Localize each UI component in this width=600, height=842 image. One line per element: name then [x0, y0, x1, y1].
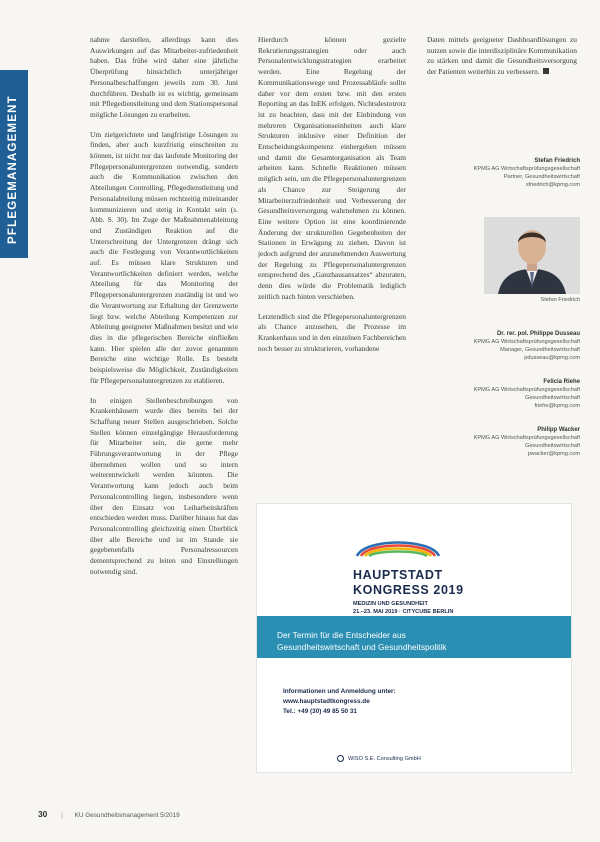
page-footer — [38, 809, 180, 819]
author-name: Philipp Wacker — [537, 427, 580, 433]
author-box — [430, 378, 580, 410]
text-column-2 — [258, 35, 406, 363]
ad-banner-text: Gesundheitswirtschaft und Gesundheitspolitik — [277, 642, 447, 652]
ad-title: HAUPTSTADT — [353, 568, 443, 582]
author-company: KPMG AG Wirtschaftsprüfungsgesellschaft — [473, 387, 580, 393]
author-name: Stefan Friedrich — [534, 158, 580, 164]
author-role: Gesundheitswirtschaft — [524, 395, 580, 401]
congress-logo-icon — [353, 534, 443, 562]
photo-caption: Stefan Friedrich — [540, 297, 580, 303]
text-column-3 — [427, 35, 577, 87]
end-of-article-mark — [543, 68, 549, 74]
section-label: PFLEGEMANAGEMENT — [7, 95, 19, 244]
author-role: Partner, Gesundheitswirtschaft — [503, 174, 580, 180]
closing-text: Daten mittels geeigneter Dashboardlösungen zu nutzen sowie die interdisziplinäre Kommunikation zu stärken und damit die Gesundheitsversorgung der Patienten weiterhin zu verbessern. — [427, 35, 577, 77]
paragraph: nahme darstellen, allerdings kann dies Auswirkungen auf das Mitarbeiter-zufriedenheit haben. Das frühe wird daher eine jährliche Überprüfung hinsichtlich unterjähriger Personalbeschaffungen jeweils zum 30. Juni durchführen. Deshalb ist es wichtig, gemeinsam mit Pflegedienstleitung und dem Stationspersonal mögliche Lösungen zu erarbeiten. — [90, 35, 238, 119]
author-name: Felicia Riehe — [543, 379, 580, 385]
organizer-logo-icon — [337, 755, 344, 762]
advertisement[interactable] — [256, 503, 572, 773]
author-name: Dr. rer. pol. Philippe Dusseau — [496, 331, 580, 337]
ad-date-location: 21.–23. MAI 2019 · CITYCUBE BERLIN — [353, 609, 454, 615]
portrait-image — [484, 217, 580, 294]
ad-website-link[interactable]: www.hauptstadtkongress.de — [283, 698, 370, 705]
paragraph: In einigen Stellenbeschreibungen von Krankenhäusern wurde dies bereits bei der Schaffung neuer Stellen ausgeschrieben. Solche Stellen können einzelgängige Herausforderung für Mitarbeiter sein, die gerne mehr Führungsverantwortung in der Pflege übernehmen wollen und so intern weiterentwickelt werden könnten. Die Verantwortung kann jedoch auch beim Personalcontrolling liegen, insbesondere wenn über den Einsatz von Leiharbeitskräften entschieden werden muss. Darüber hinaus hat das Personalcontrolling gleichzeitig einen Überblick über alle Bereiche und ist im Stande sie gegebenenfalls Personalressourcen dementsprechend zu leiten und Einstellungen notwendig sind. — [90, 395, 238, 576]
author-role: Manager, Gesundheitswirtschaft — [500, 347, 580, 353]
ad-subtitle: MEDIZIN UND GESUNDHEIT — [353, 601, 428, 607]
paragraph: Hierdurch können gezielte Rekrutierungsstrategien oder auch Personalentwicklungsstrategien erarbeitet werden. Eine Regelung der Kommunikationswege und Prozessabläufe sollte daher vor dem ersten bzw. mit den ersten Reporting an das InEK erfolgen. Nichtsdestotrotz ist zu beachten, dass mit der Einbindung von mehreren Organisationseinheiten auch klare Strukturen inklusive einer Definition der Entscheidungskompetenz einhergehen müssen und damit die Gesamtorganisation als Team arbeiten kann. Schnelle Reaktionen müssen möglich sein, um die Pflegepersonaluntergrenzen als Chance zur Steigerung der Mitarbeiterzufriedenheit und Verbesserung der Gesundheitsversorgung wahrnehmen zu können. Eine weitere Option ist eine koordinierende Änderung der strukturellen Gegebenheiten der Stationen in Erwägung zu ziehen. Davon ist jedoch aufgrund der anzunehmenden Auswertung der Regelung zu Pflegepersonaluntergrenzen entsprechend des „Ganzhausansatzes“ abzuraten, denn dies würde die Problematik lediglich zeitlich nach hinten verschieben. — [258, 35, 406, 301]
author-box — [430, 426, 580, 458]
paragraph — [427, 35, 577, 78]
paragraph: Letztendlich sind die Pflegepersonaluntergrenzen als Chance anzusehen, die Prozesse im Krankenhaus und in den einzelnen Fachbereichen noch besser zu strukturieren, vorhandene — [258, 311, 406, 353]
journal-name: KU Gesundheitsmanagement 5/2019 — [74, 812, 180, 819]
author-company: KPMG AG Wirtschaftsprüfungsgesellschaft — [473, 339, 580, 345]
author-email[interactable]: pwacker@kpmg.com — [527, 451, 580, 457]
ad-phone: Tel.: +49 (30) 49 85 50 31 — [283, 708, 357, 715]
page-number: 30 — [38, 809, 48, 819]
ad-organizer — [337, 755, 421, 762]
footer-separator: | — [61, 812, 63, 819]
ad-title: KONGRESS 2019 — [353, 583, 464, 597]
organizer-name: WISO S.E. Consulting GmbH — [348, 755, 421, 762]
author-box — [430, 157, 580, 189]
author-box — [430, 330, 580, 362]
paragraph: Um zielgerichtete und langfristige Lösungen zu finden, aber auch kurzfristig einschreiten zu können, ist nicht nur das laufende Monitoring der Pflegepersonaluntergrenzen notwendig, sondern auch die Kommunikation zwischen den Abteilungen Controlling, Pflegedienstleitung und Personalabteilung müssen rechtzeitig miteinander kommunizieren und stetig in Kontakt sein (s. Abb. S. 30). Im Zuge der Maßnahmenableitung und Zuständigen Reaktion auf die Unterschreitung der Untergrenzen drängt sich auch die Festlegung von Verantwortlichkeiten auf. Es müssen klare Strukturen und Verantwortlichkeiten definiert werden, welche Abteilung für das Monitoring der Pflegepersonaluntergrenzen zuständig ist und wo die Verantwortung zur Erhaltung der Grenzwerte liegt bzw. welche Abteilung Kompetenzen zur Ableitung geeigneter Maßnahmen besitzt und wie dies in die pflegerischen Bereiche einfließen kann. Hier spielen alle der zuvor genannten Bereiche eine wichtige Rolle. Es besteht beispielsweise die Möglichkeit, Zuständigkeiten für Pflegepersonaluntergrenzen zu etablieren. — [90, 129, 238, 385]
ad-banner-text: Der Termin für die Entscheider aus — [277, 630, 406, 640]
text-column-1 — [90, 35, 238, 586]
author-role: Gesundheitswirtschaft — [524, 443, 580, 449]
author-email[interactable]: friehe@kpmg.com — [534, 403, 580, 409]
author-company: KPMG AG Wirtschaftsprüfungsgesellschaft — [473, 435, 580, 441]
author-email[interactable]: sfriedrich@kpmg.com — [525, 182, 580, 188]
author-company: KPMG AG Wirtschaftsprüfungsgesellschaft — [473, 166, 580, 172]
author-photo — [484, 217, 580, 294]
ad-info-heading: Informationen und Anmeldung unter: — [283, 688, 396, 695]
author-email[interactable]: pdusseau@kpmg.com — [524, 355, 580, 361]
